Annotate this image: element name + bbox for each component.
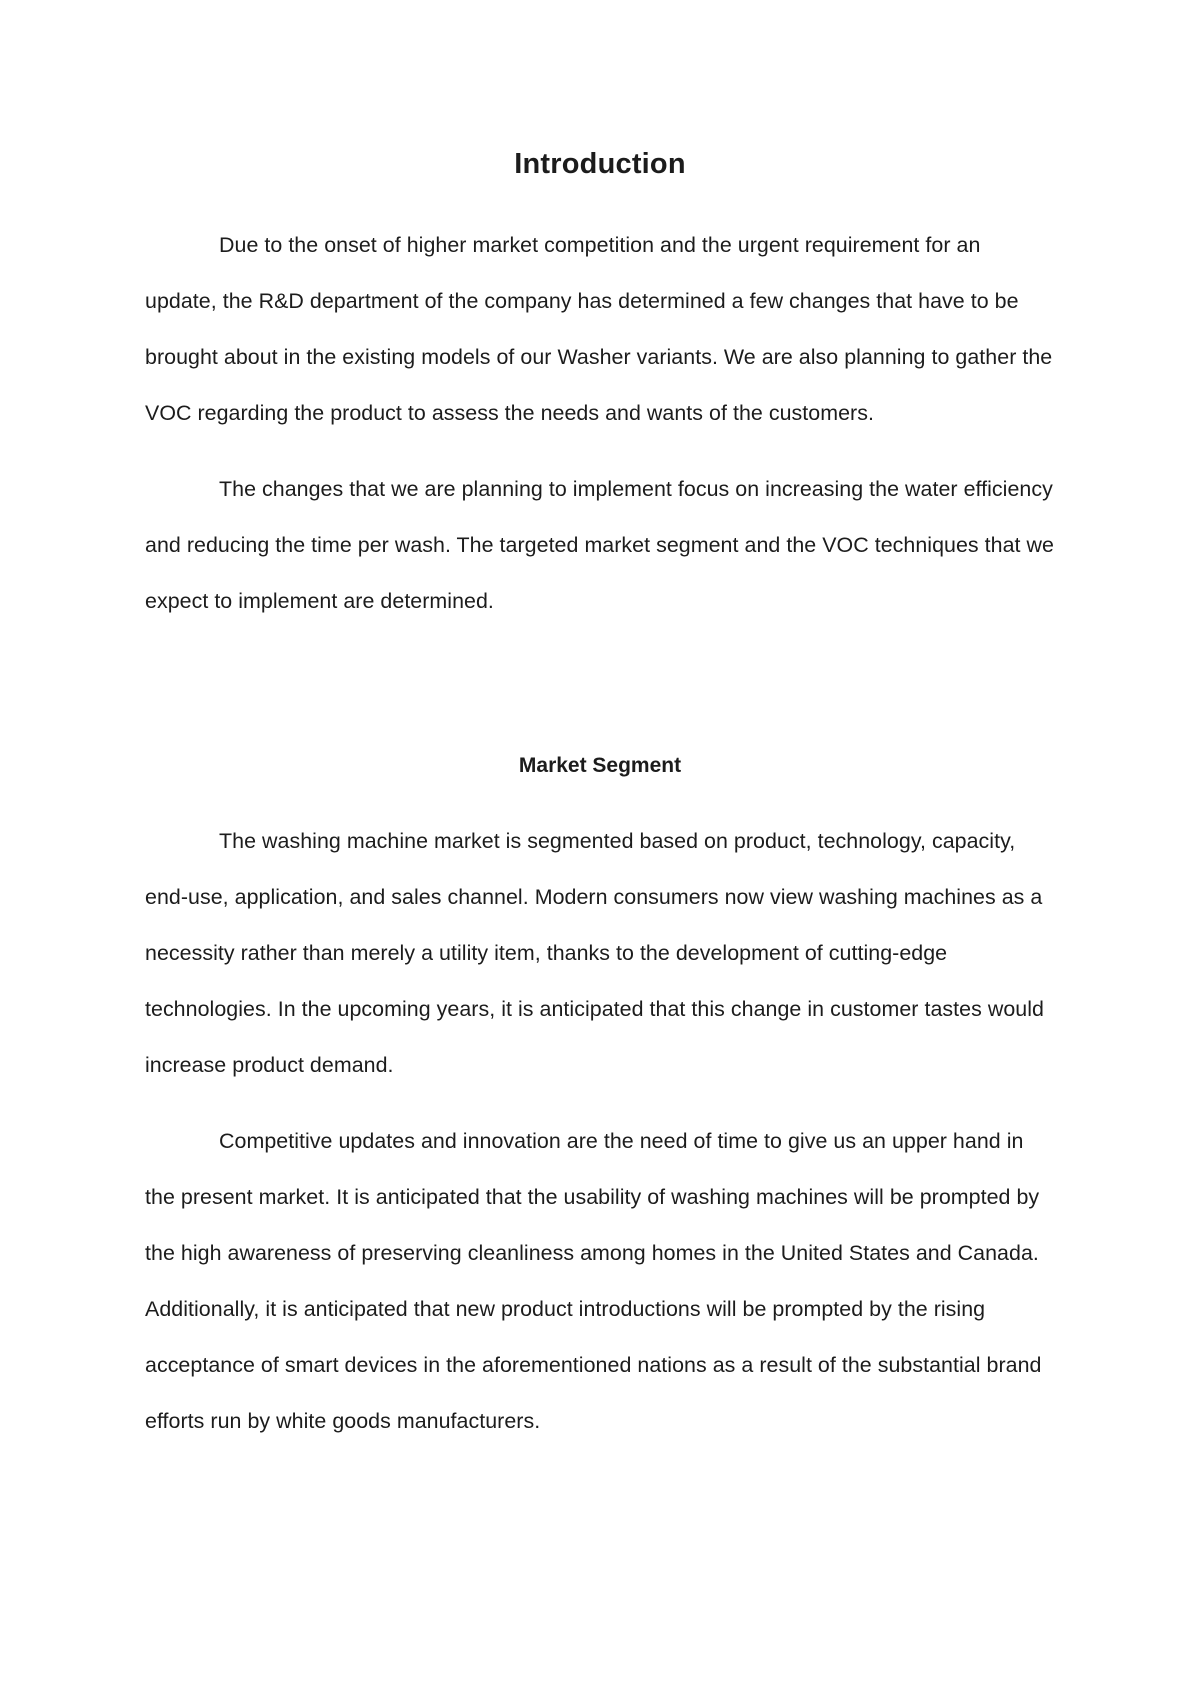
market-segment-paragraph: Competitive updates and innovation are the need of time to give us an upper hand in the present market. It is anticipated that the usability of washing machines will be prompted by the high awareness of preserving cleanliness among homes in the United States and Canada. Additionally, it is anticipated that new product introductions will be prompted by the rising acceptance of smart devices in the aforementioned nations as a result of the substantial brand efforts run by white goods manufacturers.: [145, 1129, 1042, 1433]
intro-paragraph: The changes that we are planning to implement focus on increasing the water efficiency and reducing the time per wash. The targeted market segment and the VOC techniques that we expect to implement are determined.: [145, 477, 1054, 613]
market-segment-paragraph: The washing machine market is segmented based on product, technology, capacity, end-use, application, and sales channel. Modern consumers now view washing machines as a necessity rather than merely a utility item, thanks to the development of cutting-edge technologies. In the upcoming years, it is anticipated that this change in customer tastes would increase product demand.: [145, 829, 1044, 1077]
intro-paragraph: Due to the onset of higher market competition and the urgent requirement for an update, the R&D department of the company has determined a few changes that have to be brought about in the existing models of our Washer variants. We are also planning to gather the VOC regarding the product to assess the needs and wants of the customers.: [145, 233, 1053, 425]
page-title: Introduction: [514, 148, 686, 180]
market-segment-heading: Market Segment: [518, 754, 682, 777]
